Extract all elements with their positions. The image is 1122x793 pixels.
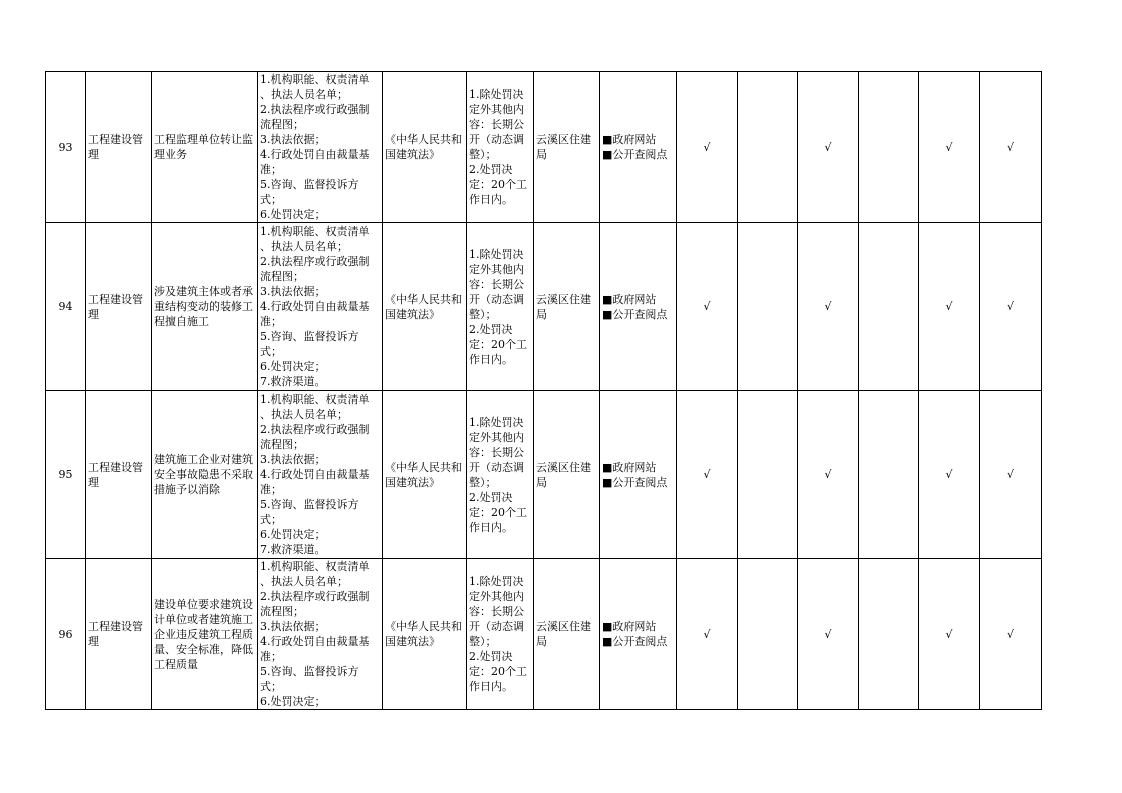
- content-line: 5.咨询、监督投诉方: [260, 498, 359, 511]
- content-line: 6.处罚决定；: [260, 208, 326, 221]
- item-name-cell: 建设单位要求建筑设计单位或者建筑施工企业违反建筑工程质量、安全标准，降低工程质量: [152, 559, 258, 710]
- content-line: 5.咨询、监督投诉方: [260, 665, 359, 678]
- row-number: 95: [46, 391, 86, 559]
- content-line: 2.执法程序或行政强制: [260, 103, 370, 116]
- item-name-cell: 建筑施工企业对建筑安全事故隐患不采取措施予以消除: [152, 391, 258, 559]
- time-limit-line: 2.处罚决: [469, 490, 513, 504]
- check-mark-cell: √: [677, 391, 738, 559]
- content-line: 4.行政处罚自由裁量基: [260, 300, 370, 313]
- time-limit-line: 定：20个工: [469, 665, 527, 678]
- department-cell: 云溪区住建局: [534, 391, 600, 559]
- content-line: 3.执法依据；: [260, 285, 326, 298]
- time-limit-cell: [467, 72, 534, 223]
- content-line: 、执法人员名单；: [260, 408, 348, 421]
- time-limit-line: 2.处罚决: [469, 322, 513, 336]
- check-mark-cell: √: [798, 223, 859, 391]
- check-mark-cell: √: [919, 391, 980, 559]
- time-limit-line: 2.处罚决: [469, 650, 513, 663]
- time-limit-line: 定外其他内: [469, 430, 524, 444]
- category-cell: 工程建设管理: [86, 559, 152, 710]
- channel-line: ■公开查阅点: [602, 635, 668, 648]
- check-mark-cell: [859, 559, 919, 710]
- table-row: [46, 223, 1042, 391]
- department-cell: 云溪区住建局: [534, 559, 600, 710]
- check-mark-cell: [738, 72, 798, 223]
- table-row: [46, 559, 1042, 710]
- content-line: 式；: [260, 513, 282, 526]
- row-number: 94: [46, 223, 86, 391]
- channel-line: ■公开查阅点: [602, 475, 668, 489]
- time-limit-line: 作日内。: [469, 193, 513, 206]
- time-limit-line: 定：20个工: [469, 505, 527, 519]
- legal-basis-cell: 《中华人民共和国建筑法》: [383, 223, 467, 391]
- time-limit-line: 开（动态调: [469, 460, 524, 474]
- time-limit-cell: [467, 391, 534, 559]
- check-mark-cell: √: [677, 559, 738, 710]
- time-limit-line: 整）；: [469, 475, 497, 489]
- time-limit-line: 2.处罚决: [469, 163, 513, 176]
- content-line: 5.咨询、监督投诉方: [260, 178, 359, 191]
- time-limit-line: 整）；: [469, 307, 497, 321]
- check-mark-cell: √: [798, 72, 859, 223]
- disclosure-content-cell: [258, 391, 383, 559]
- department-cell: 云溪区住建局: [534, 72, 600, 223]
- category-cell: 工程建设管理: [86, 72, 152, 223]
- time-limit-line: 定外其他内: [469, 103, 524, 116]
- channel-cell: [600, 559, 677, 710]
- legal-basis-cell: 《中华人民共和国建筑法》: [383, 391, 467, 559]
- check-mark-cell: √: [677, 72, 738, 223]
- content-line: 2.执法程序或行政强制: [260, 590, 370, 603]
- legal-basis-cell: 《中华人民共和国建筑法》: [383, 72, 467, 223]
- time-limit-line: 1.除处罚决: [469, 88, 524, 101]
- row-number: 96: [46, 559, 86, 710]
- time-limit-line: 开（动态调: [469, 292, 524, 306]
- check-mark-cell: √: [980, 223, 1042, 391]
- time-limit-line: 整）；: [469, 148, 497, 161]
- time-limit-line: 定外其他内: [469, 262, 524, 276]
- content-line: 流程图；: [260, 605, 304, 618]
- time-limit-line: 1.除处罚决: [469, 575, 524, 588]
- check-mark-cell: [738, 559, 798, 710]
- content-line: 3.执法依据；: [260, 620, 326, 633]
- content-line: 1.机构职能、权责清单: [260, 73, 370, 86]
- department-cell: 云溪区住建局: [534, 223, 600, 391]
- channel-line: ■公开查阅点: [602, 148, 668, 161]
- content-line: 流程图；: [260, 438, 304, 451]
- content-line: 6.处罚决定；: [260, 528, 326, 541]
- check-mark-cell: [859, 72, 919, 223]
- table-row: [46, 72, 1042, 223]
- category-cell: 工程建设管理: [86, 391, 152, 559]
- time-limit-cell: [467, 559, 534, 710]
- content-line: 准；: [260, 483, 282, 496]
- time-limit-line: 1.除处罚决: [469, 415, 524, 429]
- time-limit-line: 作日内。: [469, 352, 513, 366]
- time-limit-line: 作日内。: [469, 680, 513, 693]
- check-mark-cell: √: [919, 72, 980, 223]
- time-limit-line: 容：长期公: [469, 445, 524, 459]
- content-line: 式；: [260, 345, 282, 358]
- table-row: [46, 391, 1042, 559]
- time-limit-line: 定：20个工: [469, 337, 527, 351]
- content-line: 6.处罚决定；: [260, 695, 326, 708]
- time-limit-line: 定：20个工: [469, 178, 527, 191]
- channel-line: ■政府网站: [602, 460, 657, 474]
- check-mark-cell: [859, 391, 919, 559]
- check-mark-cell: √: [677, 223, 738, 391]
- content-line: 准；: [260, 650, 282, 663]
- time-limit-line: 1.除处罚决: [469, 247, 524, 261]
- time-limit-line: 容：长期公: [469, 118, 524, 131]
- check-mark-cell: [738, 223, 798, 391]
- content-line: 2.执法程序或行政强制: [260, 255, 370, 268]
- time-limit-cell: [467, 223, 534, 391]
- channel-line: ■公开查阅点: [602, 307, 668, 321]
- content-line: 1.机构职能、权责清单: [260, 393, 370, 406]
- check-mark-cell: √: [919, 559, 980, 710]
- content-line: 式；: [260, 680, 282, 693]
- content-line: 6.处罚决定；: [260, 360, 326, 373]
- item-name-cell: 涉及建筑主体或者承重结构变动的装修工程擅自施工: [152, 223, 258, 391]
- content-line: 、执法人员名单；: [260, 88, 348, 101]
- content-line: 准；: [260, 163, 282, 176]
- content-line: 3.执法依据；: [260, 133, 326, 146]
- check-mark-cell: √: [980, 559, 1042, 710]
- channel-cell: [600, 72, 677, 223]
- content-line: 、执法人员名单；: [260, 240, 348, 253]
- content-line: 1.机构职能、权责清单: [260, 560, 370, 573]
- time-limit-line: 容：长期公: [469, 605, 524, 618]
- check-mark-cell: √: [798, 559, 859, 710]
- channel-line: ■政府网站: [602, 133, 657, 146]
- time-limit-line: 开（动态调: [469, 133, 524, 146]
- channel-cell: [600, 223, 677, 391]
- check-mark-cell: √: [980, 72, 1042, 223]
- time-limit-line: 整）；: [469, 635, 497, 648]
- content-line: 5.咨询、监督投诉方: [260, 330, 359, 343]
- channel-line: ■政府网站: [602, 292, 657, 306]
- content-line: 7.救济渠道。: [260, 375, 326, 388]
- item-name-cell: 工程监理单位转让监理业务: [152, 72, 258, 223]
- check-mark-cell: √: [919, 223, 980, 391]
- check-mark-cell: [859, 223, 919, 391]
- check-mark-cell: √: [798, 391, 859, 559]
- disclosure-content-cell: [258, 559, 383, 710]
- time-limit-line: 作日内。: [469, 520, 513, 534]
- time-limit-line: 开（动态调: [469, 620, 524, 633]
- content-line: 准；: [260, 315, 282, 328]
- legal-basis-cell: 《中华人民共和国建筑法》: [383, 559, 467, 710]
- content-line: 3.执法依据；: [260, 453, 326, 466]
- content-line: 流程图；: [260, 118, 304, 131]
- disclosure-content-cell: [258, 72, 383, 223]
- disclosure-content-cell: [258, 223, 383, 391]
- content-line: 4.行政处罚自由裁量基: [260, 148, 370, 161]
- content-line: 式；: [260, 193, 282, 206]
- check-mark-cell: [738, 391, 798, 559]
- content-line: 流程图；: [260, 270, 304, 283]
- content-line: 7.救济渠道。: [260, 543, 326, 556]
- category-cell: 工程建设管理: [86, 223, 152, 391]
- disclosure-table: [45, 71, 1042, 710]
- channel-line: ■政府网站: [602, 620, 657, 633]
- content-line: 4.行政处罚自由裁量基: [260, 468, 370, 481]
- check-mark-cell: √: [980, 391, 1042, 559]
- row-number: 93: [46, 72, 86, 223]
- content-line: 、执法人员名单；: [260, 575, 348, 588]
- content-line: 2.执法程序或行政强制: [260, 423, 370, 436]
- content-line: 4.行政处罚自由裁量基: [260, 635, 370, 648]
- time-limit-line: 容：长期公: [469, 277, 524, 291]
- time-limit-line: 定外其他内: [469, 590, 524, 603]
- content-line: 1.机构职能、权责清单: [260, 225, 370, 238]
- channel-cell: [600, 391, 677, 559]
